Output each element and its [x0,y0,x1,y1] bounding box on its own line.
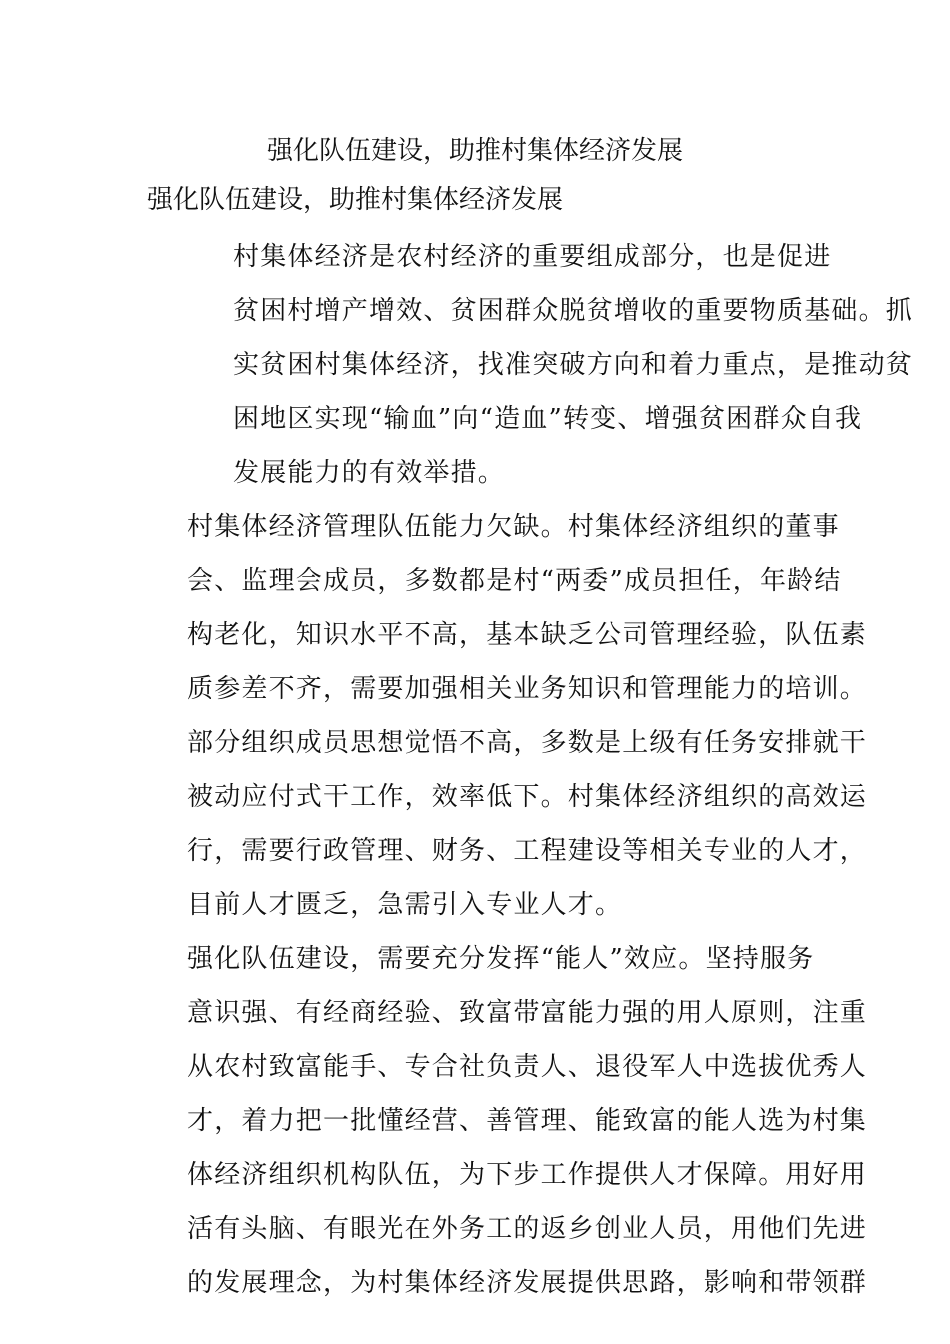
paragraph-talent-effect [147,932,868,1310]
text-line: 实贫困村集体经济，找准突破方向和着力重点，是推动贫 [233,350,914,380]
text-line: 被动应付式干工作，效率低下。村集体经济组织的高效运 [187,782,868,812]
text-line: 部分组织成员思想觉悟不高，多数是上级有任务安排就干 [187,728,868,758]
text-line: 困地区实现“输血”向“造血”转变、增强贫困群众自我 [233,404,863,434]
text-line: 村集体经济管理队伍能力欠缺。村集体经济组织的董事 [187,512,840,542]
document-subtitle: 强化队伍建设，助推村集体经济发展 [147,185,564,215]
text-line: 体经济组织机构队伍，为下步工作提供人才保障。用好用 [187,1160,868,1190]
text-line: 贫困村增产增效、贫困群众脱贫增收的重要物质基础。抓 [233,296,914,326]
text-line: 质参差不齐，需要加强相关业务知识和管理能力的培训。 [187,674,868,704]
text-line: 发展能力的有效举措。 [233,458,506,488]
paragraph-team-shortage [147,500,868,932]
text-line: 活有头脑、有眼光在外务工的返乡创业人员，用他们先进 [187,1214,868,1244]
text-line: 村集体经济是农村经济的重要组成部分，也是促进 [233,242,832,272]
document-title: 强化队伍建设，助推村集体经济发展 [266,136,683,166]
text-line: 行，需要行政管理、财务、工程建设等相关专业的人才， [187,836,868,866]
text-line: 才，着力把一批懂经营、善管理、能致富的能人选为村集 [187,1106,868,1136]
text-line: 意识强、有经商经验、致富带富能力强的用人原则，注重 [187,998,868,1028]
text-line: 目前人才匮乏，急需引入专业人才。 [187,890,623,920]
text-line: 的发展理念，为村集体经济发展提供思路，影响和带领群 [187,1268,868,1298]
document-body [147,230,914,1310]
text-line: 会、监理会成员，多数都是村“两委”成员担任，年龄结 [187,566,842,596]
text-line: 构老化，知识水平不高，基本缺乏公司管理经验，队伍素 [187,620,868,650]
paragraph-intro [147,230,914,500]
text-line: 从农村致富能手、专合社负责人、退役军人中选拔优秀人 [187,1052,868,1082]
text-line: 强化队伍建设，需要充分发挥“能人”效应。坚持服务 [187,944,815,974]
